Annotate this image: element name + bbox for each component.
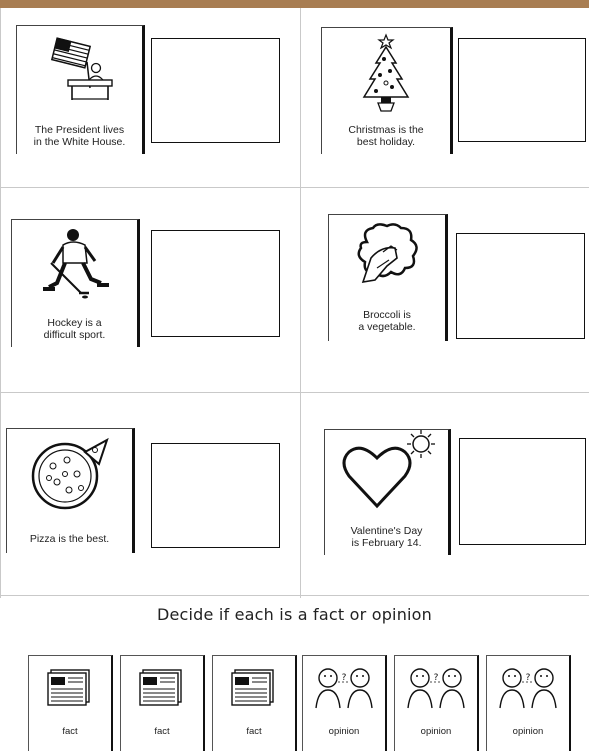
caption-line: a vegetable. (358, 321, 416, 333)
caption-line: The President lives (34, 124, 125, 136)
answer-box[interactable] (151, 230, 280, 337)
svg-text:?: ? (433, 673, 439, 683)
instructions-title: Decide if each is a fact or opinion (156, 605, 433, 624)
symbol-label: fact (62, 726, 78, 737)
answer-box[interactable] (458, 38, 586, 142)
newspaper-icon (121, 664, 203, 716)
caption-line: difficult sport. (43, 329, 106, 341)
card-caption (14, 317, 135, 341)
caption-line: in the White House. (33, 136, 126, 148)
broccoli-icon (329, 221, 445, 299)
symbol-card-fact[interactable] (212, 655, 297, 751)
answer-box[interactable] (151, 38, 280, 143)
caption-line: is February 14. (351, 537, 422, 549)
symbol-card-fact[interactable] (28, 655, 113, 751)
picture-card-pizza (6, 428, 135, 553)
grid-divider-horizontal-1 (0, 187, 589, 188)
svg-text:?: ? (341, 673, 347, 683)
christmas-tree-icon (322, 34, 450, 112)
symbol-card-opinion[interactable] (394, 655, 479, 751)
picture-card-broccoli (328, 214, 448, 341)
symbol-label: opinion (328, 726, 360, 737)
newspaper-icon (213, 664, 295, 716)
caption-line: Hockey is a (47, 317, 102, 329)
caption-line: Pizza is the best. (29, 533, 110, 545)
caption-line: best holiday. (356, 136, 416, 148)
grid-divider-horizontal-2 (0, 392, 589, 393)
answer-box[interactable] (459, 438, 586, 545)
heart-sun-icon (325, 430, 448, 508)
svg-text:?: ? (525, 673, 531, 683)
card-caption (331, 309, 443, 333)
picture-card-president (16, 25, 145, 154)
card-caption (327, 525, 446, 549)
card-caption (19, 124, 140, 148)
two-people-talking-icon (487, 664, 569, 716)
grid-divider-left-edge (0, 8, 1, 598)
top-color-bar (0, 0, 589, 8)
answer-box[interactable] (151, 443, 280, 548)
grid-divider-vertical (300, 8, 301, 598)
card-caption (324, 124, 448, 148)
newspaper-icon (29, 664, 111, 716)
symbol-label: opinion (512, 726, 544, 737)
caption-line: Christmas is the (348, 124, 424, 136)
caption-line: Broccoli is (363, 309, 411, 321)
picture-card-christmas (321, 27, 453, 154)
pizza-icon (7, 433, 132, 511)
picture-card-hockey (11, 219, 140, 347)
symbol-label: fact (154, 726, 170, 737)
symbol-card-opinion[interactable] (302, 655, 387, 751)
two-people-talking-icon (395, 664, 477, 716)
symbol-label: fact (246, 726, 262, 737)
answer-box[interactable] (456, 233, 585, 339)
symbol-card-fact[interactable] (120, 655, 205, 751)
grid-divider-horizontal-3 (0, 595, 589, 596)
president-desk-icon (17, 32, 142, 110)
caption-line: Valentine's Day (350, 525, 423, 537)
symbol-label: opinion (420, 726, 452, 737)
two-people-talking-icon (303, 664, 385, 716)
card-caption (9, 533, 130, 545)
symbol-card-opinion[interactable] (486, 655, 571, 751)
picture-card-valentines (324, 429, 451, 555)
hockey-player-icon (12, 224, 137, 302)
